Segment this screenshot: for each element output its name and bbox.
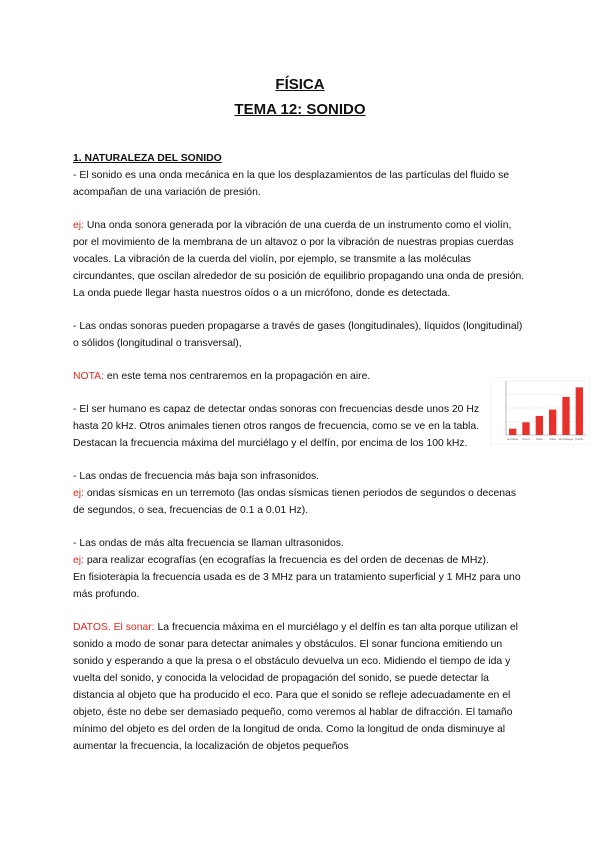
chart-bar [562,397,569,435]
example-label: ej: [73,555,84,566]
example-label: ej: [73,220,84,231]
note-text: en este tema nos centraremos en la propagación en aire. [103,371,371,382]
paragraph-example-echography [73,552,528,569]
sonar-text: La frecuencia máxima en el murciélago y el delfín es tan alta porque utilizan el sonido a modo de sonar para detectar animales y obstáculos. El sonar funciona emitiendo un sonido y esperando a que la presa o el obstáculo devuelva un eco. Midiendo el tiempo de ida y vuelta del sonido, y conocida la velocidad de propagación del sonido, se puede detectar la distancia al objeto que ha producido el eco. Para que el sonido se refleje adecuadamente en el objeto, éste no debe ser demasiado pequeño, como veremos al hablar de difracción. El tamaño mínimo del objeto es del orden de la longitud de onda. Como la longitud de onda disminuye al aumentar la frecuencia, la localización de objetos pequeños [73,622,518,752]
paragraph-physiotherapy: En fisioterapia la frecuencia usada es de 3 MHz para un tratamiento superficial y 1 MHz para uno más profundo. [73,572,521,600]
chart-x-tick-label: Rata [549,437,556,441]
chart-bar [522,422,529,435]
frequency-bar-chart [490,377,590,445]
example-text: ondas sísmicas en un terremoto (las ondas sísmicas tienen periodos de segundos o decenas de segundos, o sea, frecuencias de 0.1 a 0.01 Hz). [73,488,517,516]
section-heading: 1. NATURALEZA DEL SONIDO [73,153,222,164]
chart-bar [536,416,543,435]
chart-bar [549,410,556,435]
paragraph-frequencies: - El ser humano es capaz de detectar ondas sonoras con frecuencias desde unos 20 Hz hasta 20 kHz. Otros animales tienen otros rangos de frecuencia, como se ve en la tabla. Destacan la frecuencia máxima del murciélago y el delfín, por encima de los 100 kHz. [73,404,480,449]
paragraph-sonar [73,619,528,755]
example-label: ej: [73,488,84,499]
page-title: FÍSICA [275,76,325,93]
chart-x-tick-label: Gato [536,437,543,441]
chart-x-tick-label: Perro [522,437,530,441]
paragraph-propagation: - Las ondas sonoras pueden propagarse a través de gases (longitudinales), líquidos (longitudinal) o sólidos (longitudinal o transversal), [73,321,523,349]
paragraph-note [73,368,488,385]
chart-bar [576,387,583,435]
paragraph-example-violin [73,217,528,302]
paragraph-definition: - El sonido es una onda mecánica en la que los desplazamientos de las partículas del fluido se acompañan de una variación de presión. [73,170,510,198]
chart-bar [509,429,516,435]
note-label: NOTA: [73,371,104,382]
paragraph-ultrasound: - Las ondas de más alta frecuencia se llaman ultrasonidos. [73,538,344,549]
page-subtitle: TEMA 12: SONIDO [234,101,366,118]
example-text: Una onda sonora generada por la vibración de una cuerda de un instrumento como el violín, por el movimiento de la membrana de un altavoz o por la vibración de nuestras propias cuerdas vocales. La vibración de la cuerda del violín, por ejemplo, se transmite a las moléculas circundantes, que oscilan alrededor de su posición de equilibrio propagando una onda de presión. La onda puede llegar hasta nuestros oídos o a un micrófono, donde es detectada. [73,220,525,299]
document-body [73,150,528,771]
paragraph-infrasound: - Las ondas de frecuencia más baja son infrasonidos. [73,471,320,482]
example-text: para realizar ecografías (en ecografías la frecuencia es del orden de decenas de MHz). [83,555,489,566]
chart-x-tick-label: Murciélago [558,437,574,441]
chart-x-tick-label: Humano [506,437,519,441]
paragraph-example-seismic [73,485,528,519]
data-label: DATOS. El sonar: [73,622,155,633]
chart-x-tick-label: Delfín [575,437,584,441]
